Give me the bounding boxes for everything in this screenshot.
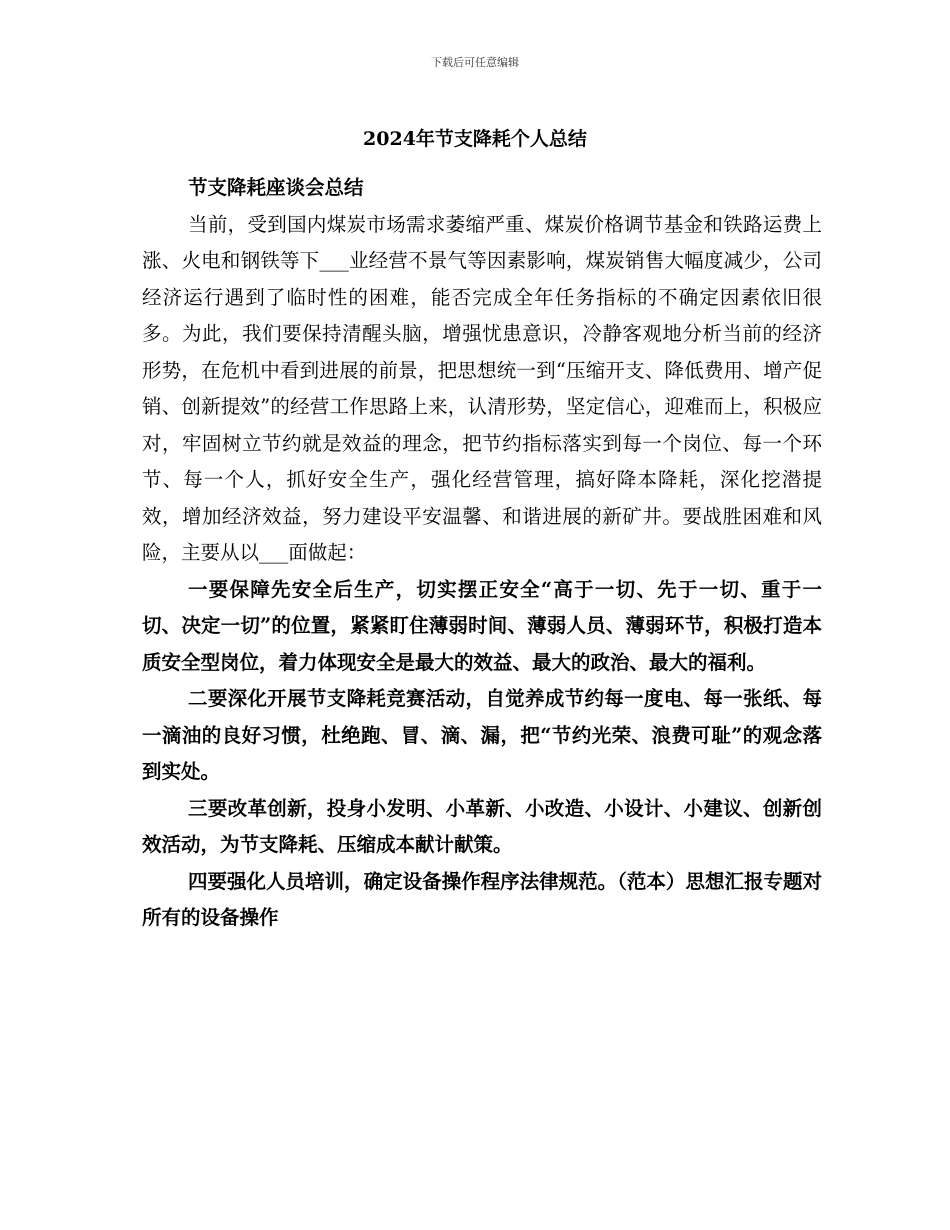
paragraph-point-1: 一要保障先安全后生产，切实摆正安全“高于一切、先于一切、重于一切、决定一切”的位置，紧紧盯住薄弱时间、薄弱人员、薄弱环节，积极打造本质安全型岗位，着力体现安全是最大的效益、最大的政治、最大的福利。 — [142, 577, 822, 674]
document-title: 2024年节支降耗个人总结 — [363, 128, 587, 150]
paragraph-point-3: 三要改革创新，投身小发明、小革新、小改造、小设计、小建议、创新创效活动，为节支降耗、压缩成本献计献策。 — [142, 796, 822, 856]
paragraph-point-2: 二要深化开展节支降耗竞赛活动，自觉养成节约每一度电、每一张纸、每一滴油的良好习惯，杜绝跑、冒、滴、漏，把“节约光荣、浪费可耻”的观念落到实处。 — [142, 687, 822, 783]
paragraph-point-4: 四要强化人员培训，确定设备操作程序法律规范。（范本）思想汇报专题对所有的设备操作 — [142, 869, 822, 929]
paragraph-intro: 当前，受到国内煤炭市场需求萎缩严重、煤炭价格调节基金和铁路运费上涨、火电和钢铁等下___业经营不景气等因素影响，煤炭销售大幅度减少，公司经济运行遇到了临时性的困难，能否完成全年任务指标的不确定因素依旧很多。为此，我们要保持清醒头脑，增强忧患意识，冷静客观地分析当前的经济形势，在危机中看到进展的前景，把思想统一到“压缩开支、降低费用、增产促销、创新提效”的经营工作思路上来，认清形势，坚定信心，迎难而上，积极应对，牢固树立节约就是效益的理念，把节约指标落实到每一个岗位、每一个环节、每一个人，抓好安全生产，强化经营管理，搞好降本降耗，深化挖潜提效，增加经济效益，努力建设平安温馨、和谐进展的新矿井。要战胜困难和风险，主要从以___面做起： — [142, 212, 822, 564]
page-header-note: 下载后可任意编辑 — [431, 56, 519, 69]
document-body — [142, 170, 822, 937]
document-subtitle: 节支降耗座谈会总结 — [188, 176, 364, 199]
